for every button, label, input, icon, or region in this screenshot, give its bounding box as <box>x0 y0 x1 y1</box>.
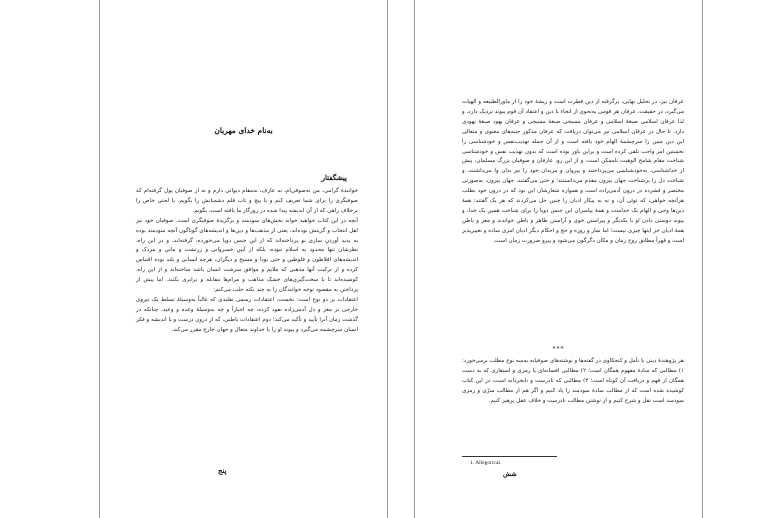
preface-title: پیشگفتار <box>321 173 347 182</box>
paragraph: اعتقادات بر دو نوع است: نخست، اعتقادات رسمی تقلیدی که غالباً به‌وسیلهٔ تسلط یک نیروی خارجی بر مغز و دل آدمی‌زاده نفوذ کرده، چه اجباراً و چه به‌وسیلهٔ وعده و وعید، چنانکه در گذشت زمان آنرا تأیید و تأکید می‌کند؛ دوم اعتقادات باطنی، که از درون درست و با اندیشه و فکر انسان سرچشمه می‌گیرد و پیوند او را با خداوند متعال و جهان خارج مقرر می‌کند. <box>136 296 358 333</box>
page-number: پنج <box>218 466 227 475</box>
paragraph: آنچه در این کتاب خواهید خواند بخش‌های سودمند و برگزیدهٔ صوفیگری است. صوفیان خود نیز اهل انتخاب و گزینش بوده‌اند، یعنی از مذهب‌ها و دین‌ها و اندیشه‌های گوناگون آنچه سودمند بوده به پدید آوردنِ سازی نو پرداخته‌اند که از این جنس دوپا می‌خورده، گرفته‌اند، و در این راه، نظرشان تنها محدود به اسلام نبوده، بلکه از آیین خسروانی و زرتشت و مانی و مزدک و اندیشه‌های افلاطون و فلوطین و حتی بودا و مسیح و دیگران، هرچه انسانی و بلند بوده اقتباس کرده و از ترکیب آنها مذهبی که ملایم و موافق سرشت انسان باشد ساخته‌اند و از این راه، کوشیده‌اند تا با سخت‌گیری‌های خشک مذاهب و مرام‌ها مقابله و برابری بکنند. اما پیش از پرداختن به مقصود توجه خوانندگان را به چند نکته جلب می‌کنم: <box>136 217 358 294</box>
footnote: 1. Allegorical. <box>470 460 502 466</box>
left-page-body <box>136 187 358 336</box>
page-right <box>414 0 703 518</box>
page-number: شش <box>503 470 517 478</box>
paragraph: هر پژوهندهٔ دینی با تأمل و کنجکاوی در گفته‌ها و نوشته‌های صوفیانه به‌سه نوع مطلب برمی‌خورد: ۱) مطالبی که سادهٔ مفهوم همگان است؛ ۲) مطالبی افسانه‌ای یا رمزی و استعاری که به دست همگان از فهم و دریافت آن کوتاه است؛ ۳) مطالبی که نادرست و نابخردانه است، در این کتاب کوشیده شده است که از مطالب سادهٔ سودمند را یاد کنیم و اگر هم از مطالب سرّی و رمزی سودمند است نقل و شرح کنیم و از نوشتن مطالب نادرست و خلاف عقل پرهیز کنیم. <box>462 358 684 404</box>
page-left <box>99 0 388 518</box>
section-separator: *** <box>552 346 565 353</box>
gutter <box>388 0 414 518</box>
right-page-body <box>462 98 684 247</box>
dedication-heading: به‌نام خدای مهربان <box>214 126 273 135</box>
right-page-body-2 <box>462 357 684 407</box>
paragraph: خوانندهٔ گرامی، من نه‌صوفی‌ام، نه عارف، نه‌مقام دیوانی دارم و نه از صوفیان پول گرفته‌ام که صوفیگری را برای شما تعریف کنم و یا پیچ و تاب قلم دشمنانش را بگویم. یا لحنی خاص را برخلاف راهی که از آن اندیشه پیدا شده در روزگار ما یافته است، بگویم. <box>136 188 358 214</box>
paragraph: عرفان نیز، در تحلیل نهایی، برگرفته از دین فطرت است و ریشهٔ خود را از ماورالطبیعه و الهیات می‌گیرد، در حقیقت، عرفان هر قومی به‌نحوی از انحاء با دین و اعتقاد آن قوم پیوند نزدیک دارد، و لذا عرفان اسلامی صبغهٔ اسلامی و عرفان مسیحی صبغهٔ مسیحی و عرفان یهود صبغهٔ یهودی دارد. تا حال در عرفان اسلامی نیز می‌توان دریافت که عرفان مذکور جنبه‌های معنوی و متعالی این دین مبین را سرچشمهٔ الهام خود یافته است و از آن جمله تهذیب‌نفس و خودشناسی را نخستین امر واجب تلقی کرده است و براین باور بوده است که بدون تهذیب نفس و خودشناسی شناخت مقام شامخ الوهیت ناممکن است، و از این رو، عارفان و صوفیان بزرگ مسلمان، پیش از خداشناسی، به‌خودشناسی می‌پرداختند و پیروان و مریدان خود را نیز بدان وا می‌داشتند، و شناخت دل را برشناخت جهان بیرون مقدم می‌دانستند؛ و حتی می‌گفتند، جهان بیرون، به‌صورتی مختصر و فشرده در درون آدمی‌زاده است و همواره شعارشان این بود که در درون خود بطلب هرآنچه خواهی، که توئی آن، و نه به پیکار ادیان را چنین حل می‌کردند که هر یک گفتند: همهٔ دین‌ها وحی و الهام یک خداست و همهٔ پیامبران این جنس دوپا را برای شناخت همین یک خدا، و پیوند دوستی دادن او با یکدیگر و پیراستن خوی و آراستن ظاهر و باطن خواندند و مغز و باطن همهٔ ادیان جز اینها چیزی نیست؛ اما نماز و روزه و حج و احکام دیگر ادیان امری ساده و تغییرپذیر است و قهراً مطابق روح زمان و مکان دگرگون می‌شود و پیرو ضرورت زمان است. <box>462 99 684 244</box>
footnote-divider <box>462 456 557 457</box>
